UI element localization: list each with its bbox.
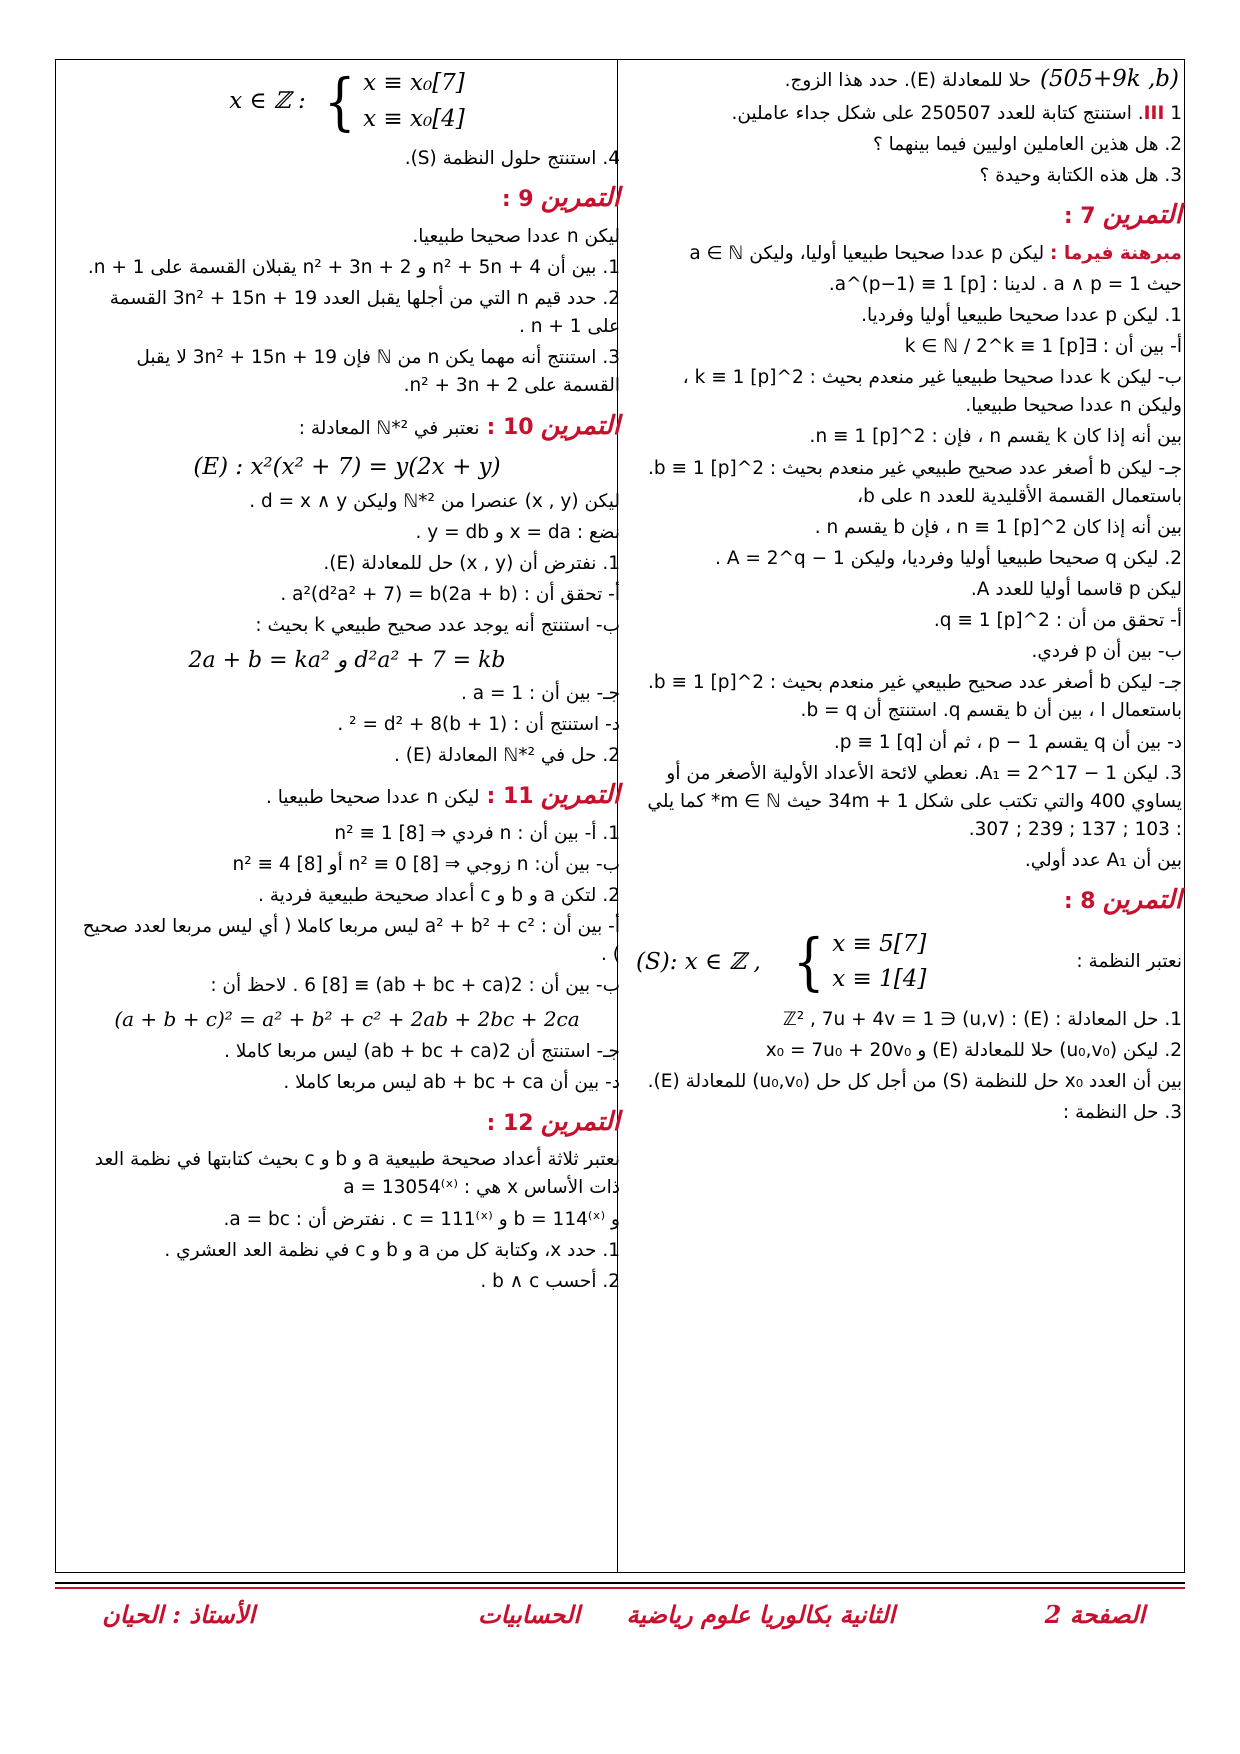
ex10-q1d: د- استنتج أن : (b + 1)² = d² + 8 .	[337, 714, 620, 736]
exercise-11-title: التمرين 11 : ليكن n عددا صحيحا طبيعيا .	[265, 780, 620, 811]
exercise-7-title: التمرين 7 :	[1063, 200, 1182, 231]
right-column	[636, 62, 1182, 1130]
ex7-q1c2: بين أنه إذا كان 2^n ≡ 1 [p] ، فإن b يقسم n .	[814, 516, 1182, 538]
ex7-q3: 3. ليكن A₁ = 2^17 − 1. نعطي لائحة الأعداد الأولية الأصغر من أو يساوي 400 والتي تكتب على شكل 34m + 1 حيث m ∈ ℕ* كما يلي : 103 ; 137 ; 239 ; 307.	[647, 762, 1182, 840]
section-III-q2: 2. هل هذين العاملين اوليين فيما بينهما ؟	[872, 134, 1182, 156]
ex10-q1: 1. نفترض أن (x , y) حل للمعادلة (E).	[323, 553, 620, 575]
ex10-q1b-eq: d²a² + 7 = kb و 2a + b = ka²	[188, 647, 506, 673]
footer-rule-red	[55, 1587, 1185, 1589]
left-q4: 4. استنتج حلول النظمة (S).	[404, 148, 620, 170]
left-column	[74, 62, 620, 1299]
intro-pair: (505+9k ,b)	[1039, 66, 1179, 92]
brace-glyph: {	[323, 64, 356, 138]
ex7-q2b: ب- بين أن p فردي.	[1031, 641, 1182, 663]
ex12-intro: نعتبر ثلاثة أعداد صحيحة طبيعية a و b و c بحيث كتابتها في نظمة العد ذات الأساس x هي : a = 13054⁽ˣ⁾	[94, 1149, 620, 1199]
ex12-q2: 2. أحسب b ∧ c .	[480, 1270, 620, 1292]
ex11-q1a: 1. أ- بين أن : n فردي ⇒ n² ≡ 1 [8]	[334, 822, 620, 844]
ex7-q1a: أ- بين أن : ∃k ∈ ℕ / 2^k ≡ 1 [p]	[904, 336, 1182, 358]
ex7-fermat-formula: حيث a ∧ p = 1 . لدينا : a^(p−1) ≡ 1 [p].	[828, 273, 1182, 295]
left-system: x ∈ ℤ : { x ≡ x₀[7] x ≡ x₀[4]	[229, 64, 465, 138]
ex11-q2b-eq: (a + b + c)² = a² + b² + c² + 2ab + 2bc + 2ca	[114, 1006, 580, 1031]
ex8-q2: 2. ليكن (u₀,v₀) حلا للمعادلة (E) و x₀ = 7u₀ + 20v₀	[765, 1040, 1182, 1061]
brace-glyph: {	[792, 925, 825, 999]
ex11-q2a: أ- بين أن : a² + b² + c² ليس مربعا كاملا ( أي ليس مربعا لعدد صحيح ) .	[82, 916, 620, 966]
ex9-q2: 2. حدد قيم n التي من أجلها يقبل العدد 3n² + 15n + 19 القسمة على n + 1 .	[109, 288, 620, 338]
ex11-q2d: د- بين أن ab + bc + ca ليس مربعا كاملا .	[283, 1071, 620, 1093]
ex7-q1b2: بين أنه إذا كان k يقسم n ، فإن : 2^n ≡ 1 [p].	[809, 426, 1182, 448]
ex7-q1: 1. ليكن p عددا صحيحا طبيعيا أوليا وفرديا.	[861, 305, 1182, 327]
ex7-q2a: أ- تحقق من أن : 2^q ≡ 1 [p].	[933, 610, 1182, 632]
ex11-q2b: ب- بين أن : 2(ab + bc + ca) ≡ 6 [8] . لاحظ أن :	[210, 975, 620, 997]
ex7-q2: 2. ليكن q صحيحا طبيعيا أوليا وفرديا، وليكن A = 2^q − 1 .	[715, 547, 1182, 569]
ex10-q1b: ب- استنتج أنه يوجد عدد صحيح طبيعي k بحيث :	[255, 615, 620, 637]
ex10-put: نضع : x = da و y = db .	[415, 522, 620, 544]
ex8-q1: 1. حل المعادلة : (E) : (u,v) ∈ ℤ² , 7u + 4v = 1	[782, 1008, 1182, 1030]
ex7-q2d: د- بين أن q يقسم p − 1 ، ثم أن p ≡ 1 [q].	[833, 731, 1182, 753]
ex11-q1b: ب- بين أن: n زوجي ⇒ n² ≡ 0 [8] أو n² ≡ 4 [8]	[232, 853, 620, 875]
ex8-system-formula: (S): x ∈ ℤ , { x ≡ 5[7] x ≡ 1[4]	[636, 925, 927, 999]
ex8-q3: 3. حل النظمة :	[1062, 1102, 1182, 1124]
exercise-10-title: التمرين 10 : نعتبر في ℕ*² المعادلة :	[298, 410, 620, 441]
footer-page-number: الصفحة 2	[1044, 1600, 1145, 1629]
ex8-system: نعتبر النظمة : (S): x ∈ ℤ , { x ≡ 5[7] x ≡ 1[4]	[636, 925, 1182, 999]
ex10-q1c: جـ- بين أن : a = 1 .	[461, 683, 620, 705]
ex8-q2b: بين أن العدد x₀ حل للنظمة (S) من أجل كل حل (u₀,v₀) للمعادلة (E).	[647, 1071, 1182, 1093]
ex11-q2c: جـ- استنتج أن 2(ab + bc + ca) ليس مربعا كاملا .	[224, 1040, 620, 1062]
exercise-8-title: التمرين 8 :	[1063, 885, 1182, 916]
exercise-12-title: التمرين 12 :	[486, 1106, 620, 1137]
ex7-q2-0: ليكن p قاسما أوليا للعدد A.	[970, 579, 1182, 600]
exercise-9-title: التمرين 9 :	[501, 183, 620, 214]
footer-rule	[55, 1582, 1185, 1584]
ex11-q2: 2. لتكن a و b و c أعداد صحيحة طبيعية فردية .	[258, 885, 620, 907]
section-III-q1: III 1. استنتج كتابة للعدد 250507 على شكل جداء عاملين.	[731, 102, 1182, 124]
ex12-q1: 1. حدد x، وكتابة كل من a و b و c في نظمة العد العشري .	[164, 1239, 620, 1261]
ex10-q2: 2. حل في ℕ*² المعادلة (E) .	[394, 745, 620, 767]
ex12-intro2: و b = 114⁽ˣ⁾ و c = 111⁽ˣ⁾ . نفترض أن : a = bc.	[223, 1208, 620, 1230]
section-III-q3: 3. هل هذه الكتابة وحيدة ؟	[979, 165, 1182, 187]
ex7-fermat: مبرهنة فيرما : ليكن p عددا صحيحا طبيعيا أوليا، وليكن a ∈ ℕ	[689, 242, 1182, 264]
ex7-q2c: جـ- ليكن b أصغر عدد صحيح طبيعي غير منعدم بحيث : 2^b ≡ 1 [p]. باستعمال ا ، بين أن b يقسم q. استنتج أن b = q.	[647, 672, 1182, 722]
ex9-intro: ليكن n عددا صحيحا طبيعيا.	[412, 225, 620, 247]
ex9-q3: 3. استنتج أنه مهما يكن n من ℕ فإن 3n² + 15n + 19 لا يقبل القسمة على n² + 3n + 2.	[136, 347, 620, 397]
footer-subject: الحسابيات	[477, 1600, 580, 1629]
ex10-equation: (E) : x²(x² + 7) = y(2x + y)	[193, 454, 501, 481]
footer-level: الثانية بكالوريا علوم رياضية	[626, 1600, 895, 1629]
ex10-q1a: أ- تحقق أن : a²(d²a² + 7) = b(2a + b) .	[280, 584, 620, 606]
ex7-q1c: جـ- ليكن b أصغر عدد صحيح طبيعي غير منعدم بحيث : 2^b ≡ 1 [p]. باستعمال القسمة الأقليدية للعدد n على b،	[647, 457, 1182, 507]
ex7-q1b: ب- ليكن k عددا صحيحا طبيعيا غير منعدم بحيث : 2^k ≡ 1 [p] ، وليكن n عددا صحيحا طبيعيا.	[682, 367, 1182, 417]
ex7-q3b: بين أن A₁ عدد أولي.	[1024, 849, 1182, 871]
intro-line: (505+9k ,b) حلا للمعادلة (E). حدد هذا الزوج.	[636, 62, 1182, 97]
ex9-q1: 1. بين أن n² + 5n + 4 و n² + 3n + 2 يقبلان القسمة على n + 1.	[87, 257, 620, 279]
ex10-let: ليكن (x , y) عنصرا من ℕ*² وليكن d = x ∧ y .	[249, 491, 620, 513]
footer-teacher: الأستاذ : الحيان	[102, 1600, 255, 1629]
